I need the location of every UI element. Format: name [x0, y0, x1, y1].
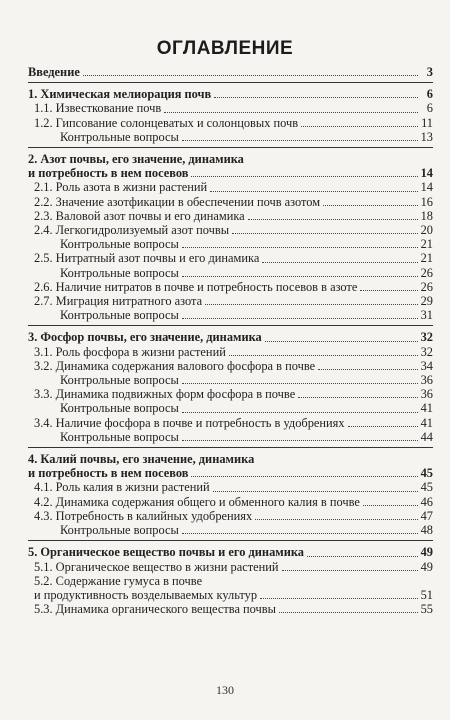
toc-entry-page: 6 [426, 87, 433, 102]
toc-entry-label: 2.3. Валовой азот почвы и его динамика [34, 208, 245, 223]
toc-entry[interactable] [28, 152, 433, 166]
toc-entry-page: 31 [420, 308, 433, 323]
toc-entry[interactable] [28, 251, 433, 265]
toc-entry[interactable] [28, 495, 433, 509]
toc-entry-page: 44 [420, 429, 433, 444]
dot-leader [282, 570, 418, 571]
section-divider [28, 540, 433, 541]
dot-leader [191, 476, 417, 477]
dot-leader [214, 97, 418, 98]
dot-leader [182, 412, 418, 413]
toc-entry-label: 1.2. Гипсование солонцеватых и солонцовых почв [34, 115, 299, 130]
toc-entry[interactable] [28, 588, 433, 602]
dot-leader [323, 205, 418, 206]
toc-entry-label: 5. Органическое вещество почвы и его динамика [28, 545, 304, 560]
toc-entry[interactable] [28, 430, 433, 444]
toc-entry-page: 3 [426, 65, 433, 79]
dot-leader [182, 318, 418, 319]
dot-leader [255, 519, 417, 520]
toc-entry[interactable] [28, 401, 433, 415]
toc-entry-page: 21 [420, 237, 433, 252]
toc-entry[interactable] [28, 480, 433, 494]
toc-entry[interactable] [28, 574, 433, 588]
toc-entry-label: и продуктивность возделываемых культур [34, 587, 258, 602]
toc-entry-label: 2.2. Значение азотфикации в обеспечении почв азотом [34, 194, 321, 209]
toc-entry-page: 18 [420, 208, 433, 223]
page-number: 130 [216, 683, 234, 697]
toc-entry[interactable] [28, 509, 433, 523]
section-divider [28, 82, 433, 83]
toc-entry-page: 48 [420, 523, 433, 538]
toc-entry[interactable] [28, 330, 433, 344]
toc-entry-page: 16 [420, 194, 433, 209]
toc-entry-label: 4.3. Потребность в калийных удобрениях [34, 508, 253, 523]
toc-entry[interactable] [28, 359, 433, 373]
dot-leader [307, 556, 418, 557]
dot-leader [83, 75, 418, 76]
toc-entry-label: Контрольные вопросы [60, 265, 179, 280]
dot-leader [279, 612, 418, 613]
toc-entry[interactable] [28, 223, 433, 237]
toc-entry[interactable] [28, 195, 433, 209]
toc-entry-label: 2.4. Легкогидролизуемый азот почвы [34, 223, 230, 238]
toc-entry-page: 13 [420, 129, 433, 144]
toc-entry[interactable] [28, 294, 433, 308]
toc-entry-page: 47 [420, 508, 433, 523]
section-divider [28, 447, 433, 448]
toc-entry-page: 14 [420, 180, 433, 195]
toc-entry-label: Контрольные вопросы [60, 429, 179, 444]
dot-leader [232, 233, 418, 234]
toc-entry-page: 55 [420, 602, 433, 617]
toc-entry-page: 34 [420, 358, 433, 373]
toc-entry[interactable] [28, 308, 433, 322]
dot-leader [182, 383, 418, 384]
toc-entry-page: 45 [420, 480, 433, 495]
toc-entry-label: 2.1. Роль азота в жизни растений [34, 180, 208, 195]
toc-entry[interactable] [28, 545, 433, 559]
toc-entry-label: Введение [28, 65, 80, 79]
toc-entry[interactable] [28, 65, 433, 79]
toc-entry[interactable] [28, 237, 433, 251]
dot-leader [191, 176, 417, 177]
toc-entry-page: 20 [420, 223, 433, 238]
toc-entry-label: 5.2. Содержание гумуса в почве [34, 573, 203, 588]
toc-entry-label: 3. Фосфор почвы, его значение, динамика [28, 330, 262, 345]
dot-leader [182, 247, 418, 248]
toc-entry-page: 45 [420, 466, 433, 481]
dot-leader [164, 112, 418, 113]
toc-entry-label: Контрольные вопросы [60, 373, 179, 388]
toc-entry[interactable] [28, 452, 433, 466]
toc-entry[interactable] [28, 209, 433, 223]
dot-leader [318, 369, 417, 370]
dot-leader [229, 355, 418, 356]
toc-entry-label: 3.4. Наличие фосфора в почве и потребность в удобрениях [34, 415, 345, 430]
dot-leader [182, 440, 418, 441]
toc-entry-page: 32 [420, 330, 433, 345]
toc-entry-page: 29 [420, 294, 433, 309]
toc-entry-page: 32 [420, 344, 433, 359]
toc-entry-page: 36 [420, 387, 433, 402]
toc-entry[interactable] [28, 416, 433, 430]
toc-entry[interactable] [28, 116, 433, 130]
toc-entry-label: 1. Химическая мелиорация почв [28, 87, 212, 102]
toc-entry-label: 5.1. Органическое вещество в жизни растений [34, 559, 279, 574]
toc-entry[interactable] [28, 180, 433, 194]
toc-entry-page: 41 [420, 401, 433, 416]
toc-entry-label: Контрольные вопросы [60, 237, 179, 252]
toc-entry[interactable] [28, 560, 433, 574]
dot-leader [262, 262, 417, 263]
toc-entry[interactable] [28, 466, 433, 480]
toc-entry-page: 14 [420, 166, 433, 181]
dot-leader [213, 491, 418, 492]
dot-leader [363, 505, 418, 506]
toc-entry[interactable] [28, 166, 433, 180]
toc-entry[interactable] [28, 130, 433, 144]
toc-entry[interactable] [28, 373, 433, 387]
toc-entry-label: 1.1. Известкование почв [34, 101, 162, 116]
toc-entry-label: и потребность в нем посевов [28, 166, 189, 181]
toc-entry-label: 4.2. Динамика содержания общего и обменного калия в почве [34, 494, 360, 509]
toc-entry-label: 2. Азот почвы, его значение, динамика [28, 152, 244, 167]
toc-entry-label: 5.3. Динамика органического вещества почвы [34, 602, 276, 617]
toc-entry[interactable] [28, 523, 433, 537]
dot-leader [182, 533, 418, 534]
page-title: ОГЛАВЛЕНИЕ [156, 38, 294, 59]
dot-leader [360, 290, 417, 291]
toc-entry-label: и потребность в нем посевов [28, 466, 189, 481]
toc-entry-page: 36 [420, 373, 433, 388]
toc-entry[interactable] [28, 345, 433, 359]
toc-entry-label: Контрольные вопросы [60, 523, 179, 538]
dot-leader [298, 397, 417, 398]
dot-leader [265, 341, 418, 342]
toc-entry-page: 49 [420, 545, 433, 560]
toc-entry[interactable] [28, 387, 433, 401]
toc-entry-label: 2.7. Миграция нитратного азота [34, 294, 203, 309]
toc-entry-page: 26 [420, 279, 433, 294]
section-divider [28, 147, 433, 148]
table-of-contents [28, 65, 433, 616]
dot-leader [182, 276, 418, 277]
toc-entry-label: 2.6. Наличие нитратов в почве и потребность посевов в азоте [34, 279, 358, 294]
toc-entry-label: 2.5. Нитратный азот почвы и его динамика [34, 251, 260, 266]
toc-entry-label: Контрольные вопросы [60, 308, 179, 323]
dot-leader [210, 191, 417, 192]
toc-entry-label: 3.2. Динамика содержания валового фосфора в почве [34, 358, 316, 373]
toc-entry-label: 3.1. Роль фосфора в жизни растений [34, 344, 226, 359]
dot-leader [205, 304, 418, 305]
toc-entry-page: 46 [420, 494, 433, 509]
dot-leader [348, 426, 418, 427]
toc-entry[interactable] [28, 87, 433, 101]
toc-entry-label: Контрольные вопросы [60, 401, 179, 416]
toc-entry-page: 26 [420, 265, 433, 280]
toc-entry-page: 49 [420, 559, 433, 574]
toc-entry-label: 3.3. Динамика подвижных форм фосфора в почве [34, 387, 296, 402]
toc-entry[interactable] [28, 602, 433, 616]
toc-entry-page: 41 [420, 415, 433, 430]
toc-entry-page: 11 [421, 115, 433, 130]
toc-entry-page: 51 [420, 587, 433, 602]
toc-entry[interactable] [28, 280, 433, 294]
dot-leader [248, 219, 418, 220]
toc-entry[interactable] [28, 266, 433, 280]
section-divider [28, 325, 433, 326]
dot-leader [182, 140, 418, 141]
toc-entry-label: 4.1. Роль калия в жизни растений [34, 480, 210, 495]
toc-entry-page: 21 [420, 251, 433, 266]
toc-entry[interactable] [28, 101, 433, 115]
dot-leader [260, 598, 418, 599]
toc-entry-label: 4. Калий почвы, его значение, динамика [28, 452, 255, 467]
toc-entry-label: Контрольные вопросы [60, 129, 179, 144]
dot-leader [301, 126, 418, 127]
toc-entry-page: 6 [426, 101, 433, 116]
